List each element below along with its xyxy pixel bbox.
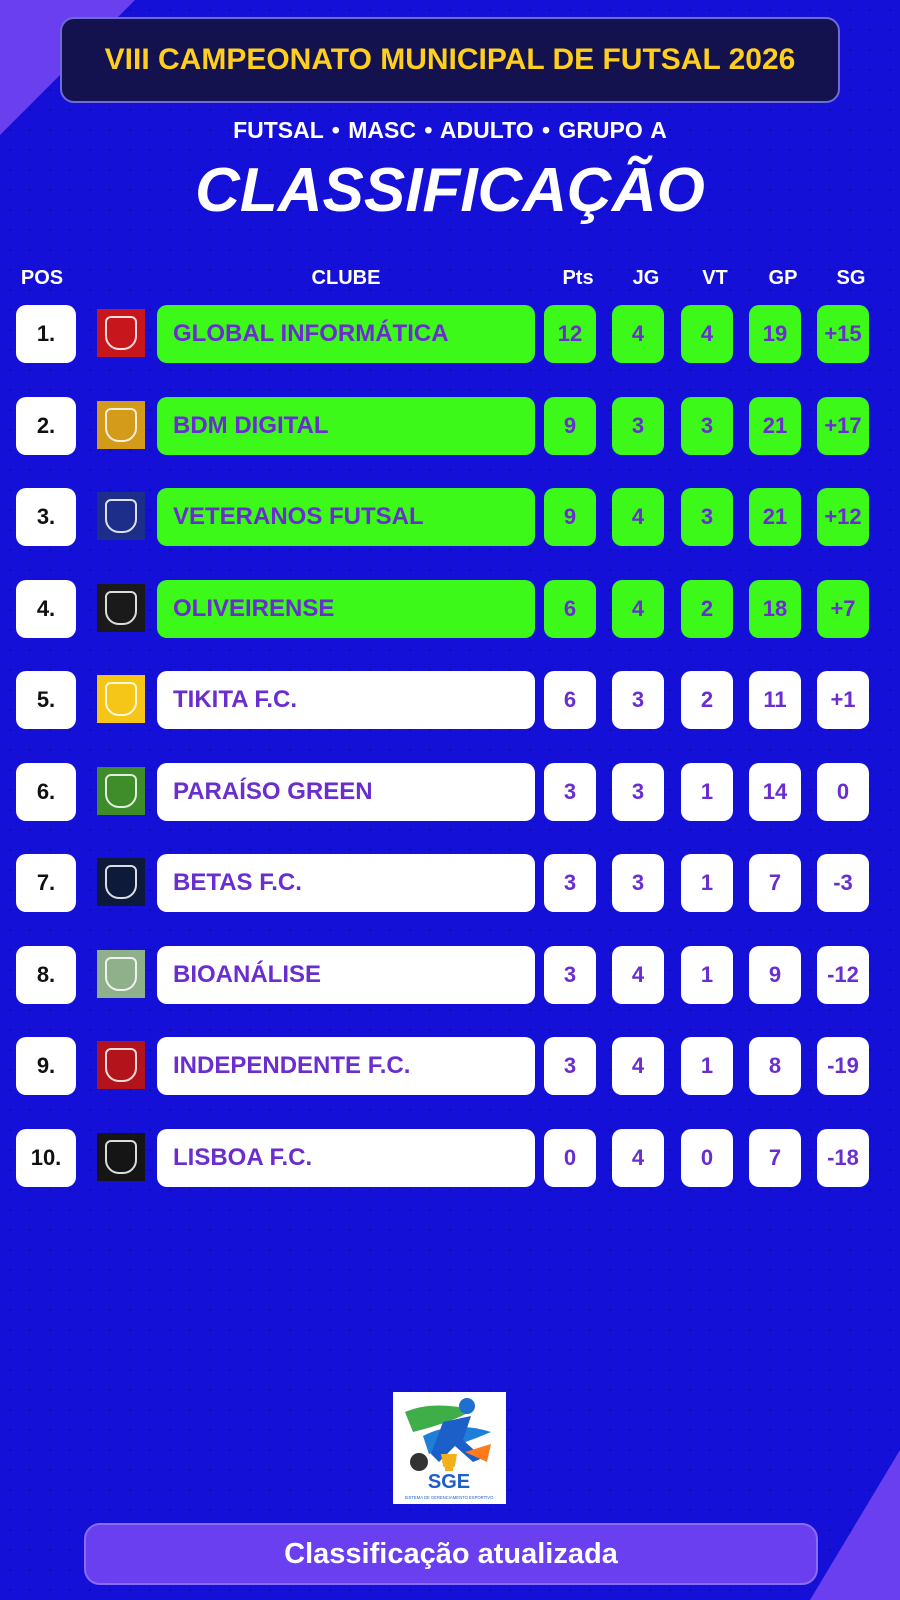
position-cell: 5. (16, 671, 76, 729)
position-cell: 8. (16, 946, 76, 1004)
points-cell: 6 (544, 671, 596, 729)
position-cell: 7. (16, 854, 76, 912)
games-played-cell: 4 (612, 1129, 664, 1187)
paraiso-green-crest-icon (97, 767, 145, 815)
table-row (0, 854, 900, 914)
goal-difference-cell: -19 (817, 1037, 869, 1095)
goal-difference-cell: 0 (817, 763, 869, 821)
column-header-vt: VT (702, 267, 728, 289)
club-name: LISBOA F.C. (157, 1129, 535, 1187)
goals-for-cell: 21 (749, 397, 801, 455)
club-name: TIKITA F.C. (157, 671, 535, 729)
goal-difference-cell: +12 (817, 488, 869, 546)
wins-cell: 3 (681, 488, 733, 546)
bioanalise-crest-icon (97, 950, 145, 998)
club-name: VETERANOS FUTSAL (157, 488, 535, 546)
wins-cell: 1 (681, 854, 733, 912)
table-row (0, 1037, 900, 1097)
club-name: BETAS F.C. (157, 854, 535, 912)
club-name: PARAÍSO GREEN (157, 763, 535, 821)
points-cell: 12 (544, 305, 596, 363)
table-row (0, 580, 900, 640)
sge-logo (393, 1392, 506, 1504)
position-cell: 2. (16, 397, 76, 455)
table-row (0, 488, 900, 548)
goals-for-cell: 7 (749, 1129, 801, 1187)
column-header-jg: JG (632, 267, 660, 289)
championship-title: VIII CAMPEONATO MUNICIPAL DE FUTSAL 2026 (60, 17, 840, 103)
sge-tagline: SISTEMA DE GERENCIAMENTO ESPORTIVO (404, 1495, 494, 1500)
veteranos-shield-icon (97, 492, 145, 540)
points-cell: 9 (544, 488, 596, 546)
club-name: OLIVEIRENSE (157, 580, 535, 638)
points-cell: 3 (544, 946, 596, 1004)
column-header-pts: Pts (562, 267, 594, 289)
sge-label: SGE (427, 1471, 471, 1493)
games-played-cell: 4 (612, 1037, 664, 1095)
category-subtitle: FUTSAL • MASC • ADULTO • GRUPO A (233, 117, 667, 143)
corner-decoration-bottom (810, 1450, 900, 1600)
wins-cell: 2 (681, 671, 733, 729)
wins-cell: 0 (681, 1129, 733, 1187)
betas-lion-icon (97, 858, 145, 906)
table-row (0, 1129, 900, 1189)
goal-difference-cell: -3 (817, 854, 869, 912)
goals-for-cell: 7 (749, 854, 801, 912)
club-name: BDM DIGITAL (157, 397, 535, 455)
games-played-cell: 4 (612, 488, 664, 546)
table-row (0, 763, 900, 823)
table-row (0, 397, 900, 457)
page-heading: CLASSIFICAÇÃO (195, 156, 705, 225)
goal-difference-cell: +1 (817, 671, 869, 729)
goals-for-cell: 11 (749, 671, 801, 729)
games-played-cell: 4 (612, 580, 664, 638)
column-header-pos: POS (20, 267, 64, 289)
table-row (0, 946, 900, 1006)
goals-for-cell: 18 (749, 580, 801, 638)
wins-cell: 4 (681, 305, 733, 363)
goals-for-cell: 21 (749, 488, 801, 546)
position-cell: 6. (16, 763, 76, 821)
club-name: GLOBAL INFORMÁTICA (157, 305, 535, 363)
points-cell: 3 (544, 854, 596, 912)
points-cell: 6 (544, 580, 596, 638)
goals-for-cell: 9 (749, 946, 801, 1004)
goals-for-cell: 14 (749, 763, 801, 821)
lisboa-lion-icon (97, 1133, 145, 1181)
wins-cell: 1 (681, 1037, 733, 1095)
position-cell: 9. (16, 1037, 76, 1095)
points-cell: 9 (544, 397, 596, 455)
goals-for-cell: 8 (749, 1037, 801, 1095)
goal-difference-cell: -12 (817, 946, 869, 1004)
club-name: BIOANÁLISE (157, 946, 535, 1004)
wins-cell: 1 (681, 763, 733, 821)
games-played-cell: 3 (612, 854, 664, 912)
position-cell: 1. (16, 305, 76, 363)
wins-cell: 1 (681, 946, 733, 1004)
points-cell: 3 (544, 763, 596, 821)
table-row (0, 305, 900, 365)
independente-crest-icon (97, 1041, 145, 1089)
wins-cell: 3 (681, 397, 733, 455)
tikita-logo-icon (97, 675, 145, 723)
position-cell: 3. (16, 488, 76, 546)
points-cell: 0 (544, 1129, 596, 1187)
gfc-crest-icon (97, 309, 145, 357)
goal-difference-cell: +17 (817, 397, 869, 455)
goal-difference-cell: +7 (817, 580, 869, 638)
games-played-cell: 3 (612, 397, 664, 455)
column-header-gp: GP (768, 267, 798, 289)
games-played-cell: 3 (612, 671, 664, 729)
position-cell: 4. (16, 580, 76, 638)
games-played-cell: 4 (612, 946, 664, 1004)
games-played-cell: 4 (612, 305, 664, 363)
column-header-sg: SG (836, 267, 866, 289)
goal-difference-cell: -18 (817, 1129, 869, 1187)
goal-difference-cell: +15 (817, 305, 869, 363)
column-header-club: CLUBE (311, 267, 381, 289)
bdm-shield-icon (97, 401, 145, 449)
sge-athlete-icon (393, 1392, 506, 1504)
goals-for-cell: 19 (749, 305, 801, 363)
position-cell: 10. (16, 1129, 76, 1187)
club-name: INDEPENDENTE F.C. (157, 1037, 535, 1095)
points-cell: 3 (544, 1037, 596, 1095)
wins-cell: 2 (681, 580, 733, 638)
footer-status: Classificação atualizada (84, 1523, 818, 1585)
games-played-cell: 3 (612, 763, 664, 821)
table-row (0, 671, 900, 731)
oliveirense-crest-icon (97, 584, 145, 632)
